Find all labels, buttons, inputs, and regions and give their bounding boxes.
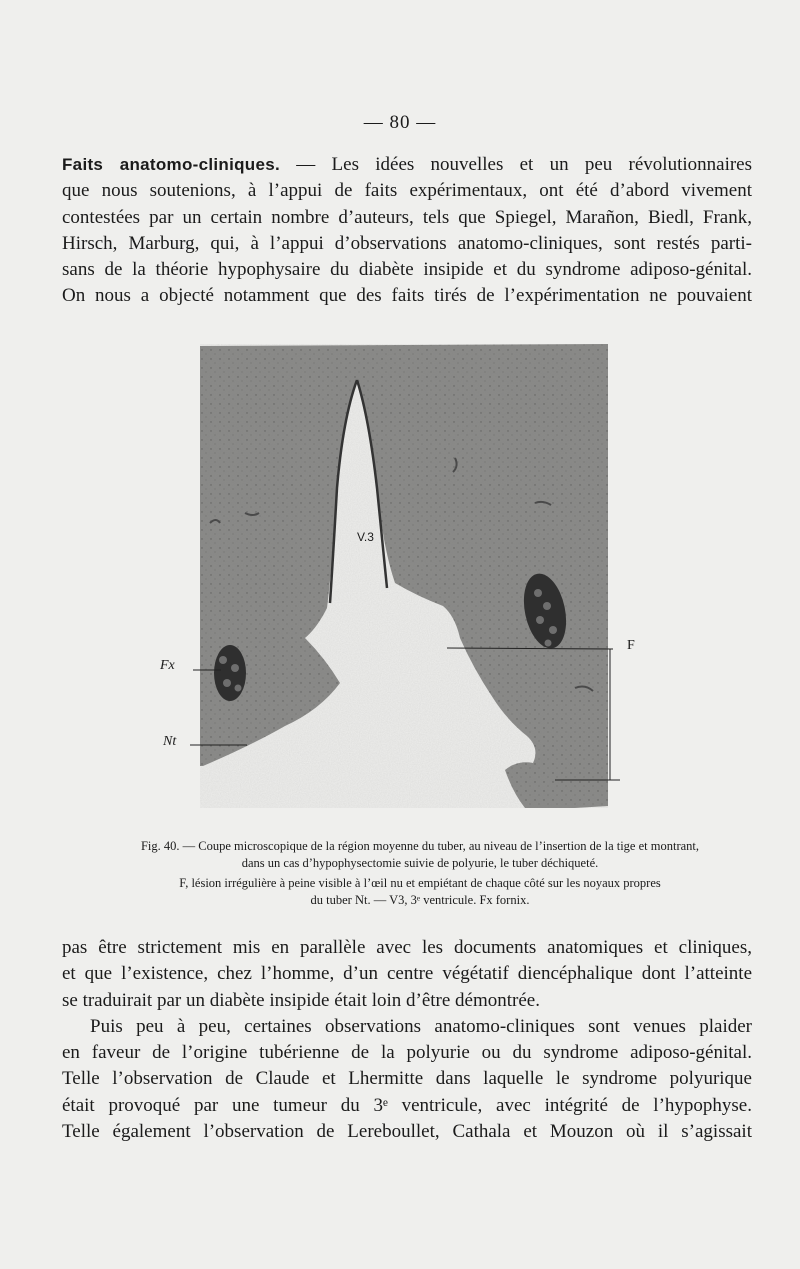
label-v3: V.3: [357, 530, 374, 544]
paragraph-line: pas être strictement mis en parallèle avec les documents anatomiques et cliniques,: [62, 937, 752, 958]
paragraph-line: Puis peu à peu, certaines observations anatomo-cliniques sont venues plaider: [90, 1015, 752, 1037]
fornix-nucleus-left: [214, 645, 246, 701]
micrograph-image: [155, 338, 645, 828]
label-nt: Nt: [163, 734, 177, 749]
paragraph-line: en faveur de l’origine tubérienne de la polyurie ou du syndrome adiposo-génital.: [62, 1042, 752, 1064]
paragraph-line: que nous soutenions, à l’appui de faits expérimentaux, ont été d’abord vivement: [62, 180, 752, 202]
paragraph-line: était provoqué par une tumeur du 3ᵉ ventricule, avec intégrité de l’hypophyse.: [62, 1094, 752, 1116]
label-f: F: [627, 638, 635, 653]
paragraph-line: Telle également l’observation de Lereboullet, Cathala et Mouzon où il s’agissait: [62, 1121, 752, 1143]
paragraph-line: se traduirait par un diabète insipide était loin d’être démontrée.: [62, 989, 540, 1011]
section-heading: Faits anatomo-cliniques.: [62, 155, 281, 174]
label-fx: Fx: [160, 658, 175, 673]
paragraph-faits: [62, 152, 752, 310]
page-number: — 80 —: [363, 112, 437, 133]
paragraph-line: Faits anatomo-cliniques. — Les idées nouvelles et un peu révolutionnaires: [62, 154, 752, 175]
caption-line: F, lésion irrégulière à peine visible à l’œil nu et empiétant de chaque côté sur les noyaux propres: [179, 876, 661, 890]
paragraph-line: Telle l’observation de Claude et Lhermitte dans laquelle le syndrome polyurique: [62, 1068, 752, 1090]
paragraph-line: Hirsch, Marburg, qui, à l’appui d’observations anatomo-cliniques, sont restés parti-: [62, 232, 752, 254]
caption-line: dans un cas d’hypophysectomie suivie de polyurie, le tuber déchiqueté.: [241, 856, 599, 870]
paragraph-continuation: [62, 935, 752, 1145]
figure-micrograph: [155, 338, 645, 828]
paragraph-line: et que l’existence, chez l’homme, d’un centre végétatif diencéphalique dont l’atteinte: [62, 963, 752, 985]
caption-line: Fig. 40. — Coupe microscopique de la région moyenne du tuber, au niveau de l’insertion de la tige et montrant,: [140, 839, 700, 853]
paragraph-line: contestées par un certain nombre d’auteurs, tels que Spiegel, Marañon, Biedl, Frank,: [62, 206, 752, 228]
figure-caption: [80, 838, 760, 909]
caption-line: du tuber Nt. — V3, 3ᵉ ventricule. Fx fornix.: [310, 893, 530, 907]
paragraph-line: On nous a objecté notamment que des faits tirés de l’expérimentation ne pouvaient: [62, 285, 752, 307]
paragraph-line: sans de la théorie hypophysaire du diabète insipide et du syndrome adiposo-génital.: [62, 259, 752, 281]
